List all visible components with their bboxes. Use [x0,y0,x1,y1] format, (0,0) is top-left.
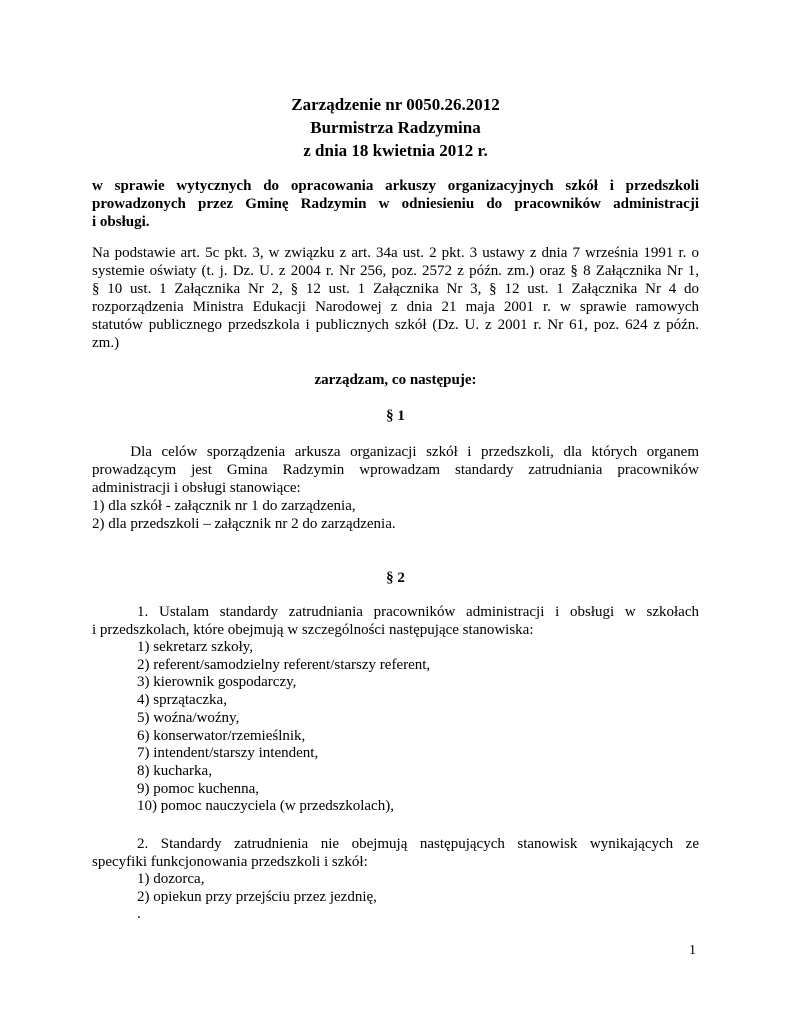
title-line-3: z dnia 18 kwietnia 2012 r. [303,141,488,160]
list-item: 6) konserwator/rzemieślnik, [137,727,306,744]
title-line-2: Burmistrza Radzymina [310,118,481,137]
positions-list [137,639,430,816]
subject-line-1: w sprawie wytycznych do opracowania arkuszy organizacyjnych szkół i przedszkoli [92,178,699,194]
section-1-item-1: 1) dla szkół - załącznik nr 1 do zarządzenia, [92,498,356,514]
list-item: 3) kierownik gospodarczy, [137,674,297,691]
section-1-line-2: prowadzącym jest Gmina Radzymin wprowadzam standardy zatrudniania pracowników [92,462,699,478]
title-line-1: Zarządzenie nr 0050.26.2012 [291,95,500,114]
list-item: 4) sprzątaczka, [137,692,227,709]
legal-basis-paragraph [92,244,699,352]
basis-line-1: Na podstawie art. 5c pkt. 3, w związku z art. 34a ust. 2 pkt. 3 ustawy z dnia 7 września 1991 r. o [92,245,699,261]
document-title [0,93,791,162]
list-item: 8) kucharka, [137,762,212,779]
list-item: 5) woźna/woźny, [137,709,240,726]
document-subject [92,177,699,231]
list-item: 1) dozorca, [137,871,205,887]
list-item: 2) opiekun przy przejściu przez jezdnię, [137,888,377,905]
section-2-point-1-line-2: i przedszkolach, które obejmują w szczególności następujące stanowiska: [92,622,534,638]
section-2-point-1 [92,603,699,639]
section-2-point-2-line-2: specyfiki funkcjonowania przedszkoli i szkół: [92,854,368,870]
basis-line-2: systemie oświaty (t. j. Dz. U. z 2004 r. Nr 256, poz. 2572 z późn. zm.) oraz § 8 Załącznika Nr 1, [92,263,699,279]
list-item: . [137,906,141,923]
section-1-item-2: 2) dla przedszkoli – załącznik nr 2 do zarządzenia. [92,516,396,532]
basis-line-5: statutów publicznego przedszkola i publicznych szkół (Dz. U. z 2001 r. Nr 61, poz. 624 z późn. [92,317,699,333]
list-item: 9) pomoc kuchenna, [137,780,260,797]
subject-line-2: prowadzonych przez Gminę Radzymin w odniesieniu do pracowników administracji [92,196,699,212]
list-item: 1) sekretarz szkoły, [137,639,254,655]
section-1-line-3: administracji i obsługi stanowiące: [92,480,301,496]
section-2-heading: § 2 [386,570,405,586]
basis-line-6: zm.) [92,335,120,351]
subject-line-3: i obsługi. [92,214,150,230]
list-item: 2) referent/samodzielny referent/starszy referent, [137,656,431,673]
basis-line-3: § 10 ust. 1 Załącznika Nr 2, § 12 ust. 1 Załącznika Nr 3, § 12 ust. 1 Załącznika Nr 4 do [92,281,699,297]
list-item: 10) pomoc nauczyciela (w przedszkolach), [137,798,394,815]
section-1-line-1: Dla celów sporządzenia arkusza organizacji szkół i przedszkoli, dla których organem [92,444,699,460]
section-1-heading: § 1 [386,408,405,424]
decree-phrase: zarządzam, co następuje: [314,372,477,388]
section-2-point-1-line-1: 1. Ustalam standardy zatrudniania pracowników administracji i obsługi w szkołach [137,604,699,620]
page-number: 1 [689,943,696,958]
section-2-point-2-line-1: 2. Standardy zatrudnienia nie obejmują następujących stanowisk wynikających ze [137,836,699,852]
section-2-point-2 [92,835,699,871]
list-item: 7) intendent/starszy intendent, [137,745,319,762]
section-1-body [92,443,699,533]
excluded-positions-list [137,871,377,924]
basis-line-4: rozporządzenia Ministra Edukacji Narodowej z dnia 21 maja 2001 r. w sprawie ramowych [92,299,699,315]
